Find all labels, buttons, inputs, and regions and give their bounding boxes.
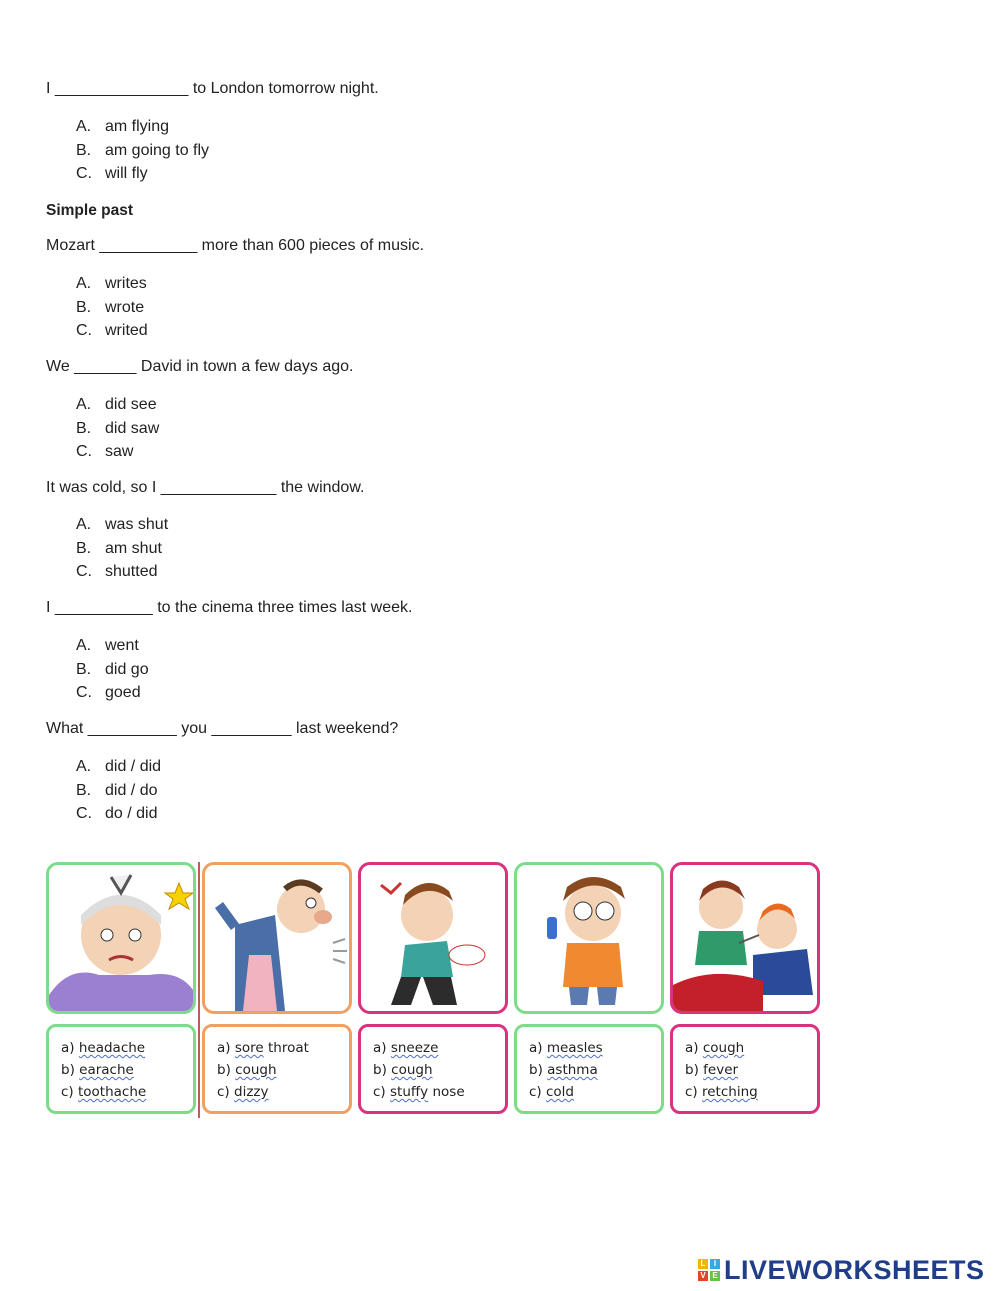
card-4-options bbox=[514, 1024, 664, 1114]
card-1-option-c[interactable]: c) toothache bbox=[61, 1084, 147, 1100]
option-3c[interactable]: C. saw bbox=[76, 443, 134, 461]
card-1-option-b[interactable]: b) earache bbox=[61, 1062, 134, 1078]
card-1-image bbox=[46, 862, 196, 1014]
option-2c[interactable]: C. writed bbox=[76, 322, 148, 340]
card-2-option-b[interactable]: b) cough bbox=[217, 1062, 277, 1078]
option-5a[interactable]: A. went bbox=[76, 637, 139, 654]
option-5b[interactable]: B. did go bbox=[76, 660, 149, 678]
options-4 bbox=[76, 513, 168, 584]
question-6: What __________ you _________ last weekend? bbox=[46, 720, 399, 737]
option-2b[interactable]: B. wrote bbox=[76, 298, 145, 316]
question-2: Mozart ___________ more than 600 pieces of music. bbox=[46, 237, 425, 254]
option-1a[interactable]: A. am flying bbox=[76, 118, 170, 135]
card-3-option-c[interactable]: c) stuffy nose bbox=[373, 1084, 465, 1100]
question-4: It was cold, so I _____________ the window. bbox=[46, 479, 365, 496]
card-5-image bbox=[670, 862, 820, 1014]
option-6b[interactable]: B. did / do bbox=[76, 781, 158, 799]
options-2 bbox=[76, 272, 148, 343]
liveworksheets-logo[interactable] bbox=[698, 1253, 985, 1287]
card-2-image bbox=[202, 862, 352, 1014]
option-4b[interactable]: B. am shut bbox=[76, 539, 162, 557]
question-3: We _______ David in town a few days ago. bbox=[46, 358, 354, 375]
option-1b[interactable]: B. am going to fly bbox=[76, 141, 210, 159]
card-4-option-b[interactable]: b) asthma bbox=[529, 1062, 598, 1078]
logo-blocks-icon: L I V E bbox=[698, 1259, 720, 1281]
card-1-options bbox=[46, 1024, 196, 1114]
option-4c[interactable]: C. shutted bbox=[76, 563, 158, 581]
question-5: I ___________ to the cinema three times last week. bbox=[46, 599, 413, 616]
logo-text: LIVEWORKSHEETS bbox=[724, 1254, 985, 1285]
option-4a[interactable]: A. was shut bbox=[76, 516, 169, 533]
card-3-image bbox=[358, 862, 508, 1014]
options-3 bbox=[76, 393, 159, 464]
card-5-option-c[interactable]: c) retching bbox=[685, 1084, 758, 1100]
card-4-image bbox=[514, 862, 664, 1014]
option-1c[interactable]: C. will fly bbox=[76, 165, 148, 183]
section-heading: Simple past bbox=[46, 202, 133, 219]
options-5 bbox=[76, 634, 149, 705]
card-4-option-c[interactable]: c) cold bbox=[529, 1084, 575, 1100]
card-5-option-b[interactable]: b) fever bbox=[685, 1062, 739, 1078]
card-3-option-b[interactable]: b) cough bbox=[373, 1062, 433, 1078]
options-6 bbox=[76, 755, 161, 826]
card-2-option-a[interactable]: a) sore throat bbox=[217, 1040, 309, 1056]
option-6c[interactable]: C. do / did bbox=[76, 805, 158, 823]
card-1-option-a[interactable]: a) headache bbox=[61, 1040, 146, 1056]
card-5-options bbox=[670, 1024, 820, 1114]
options-1 bbox=[76, 115, 209, 186]
card-2-option-c[interactable]: c) dizzy bbox=[217, 1084, 269, 1100]
option-5c[interactable]: C. goed bbox=[76, 684, 141, 702]
option-3a[interactable]: A. did see bbox=[76, 396, 157, 413]
card-4-option-a[interactable]: a) measles bbox=[529, 1040, 603, 1056]
option-3b[interactable]: B. did saw bbox=[76, 419, 160, 437]
card-5-option-a[interactable]: a) cough bbox=[685, 1040, 745, 1056]
illness-cards bbox=[44, 862, 826, 1120]
card-divider bbox=[198, 862, 200, 1118]
option-2a[interactable]: A. writes bbox=[76, 275, 147, 292]
card-2-options bbox=[202, 1024, 352, 1114]
option-6a[interactable]: A. did / did bbox=[76, 758, 162, 775]
question-1: I _______________ to London tomorrow night. bbox=[46, 80, 379, 97]
card-3-options bbox=[358, 1024, 508, 1114]
card-3-option-a[interactable]: a) sneeze bbox=[373, 1040, 439, 1056]
